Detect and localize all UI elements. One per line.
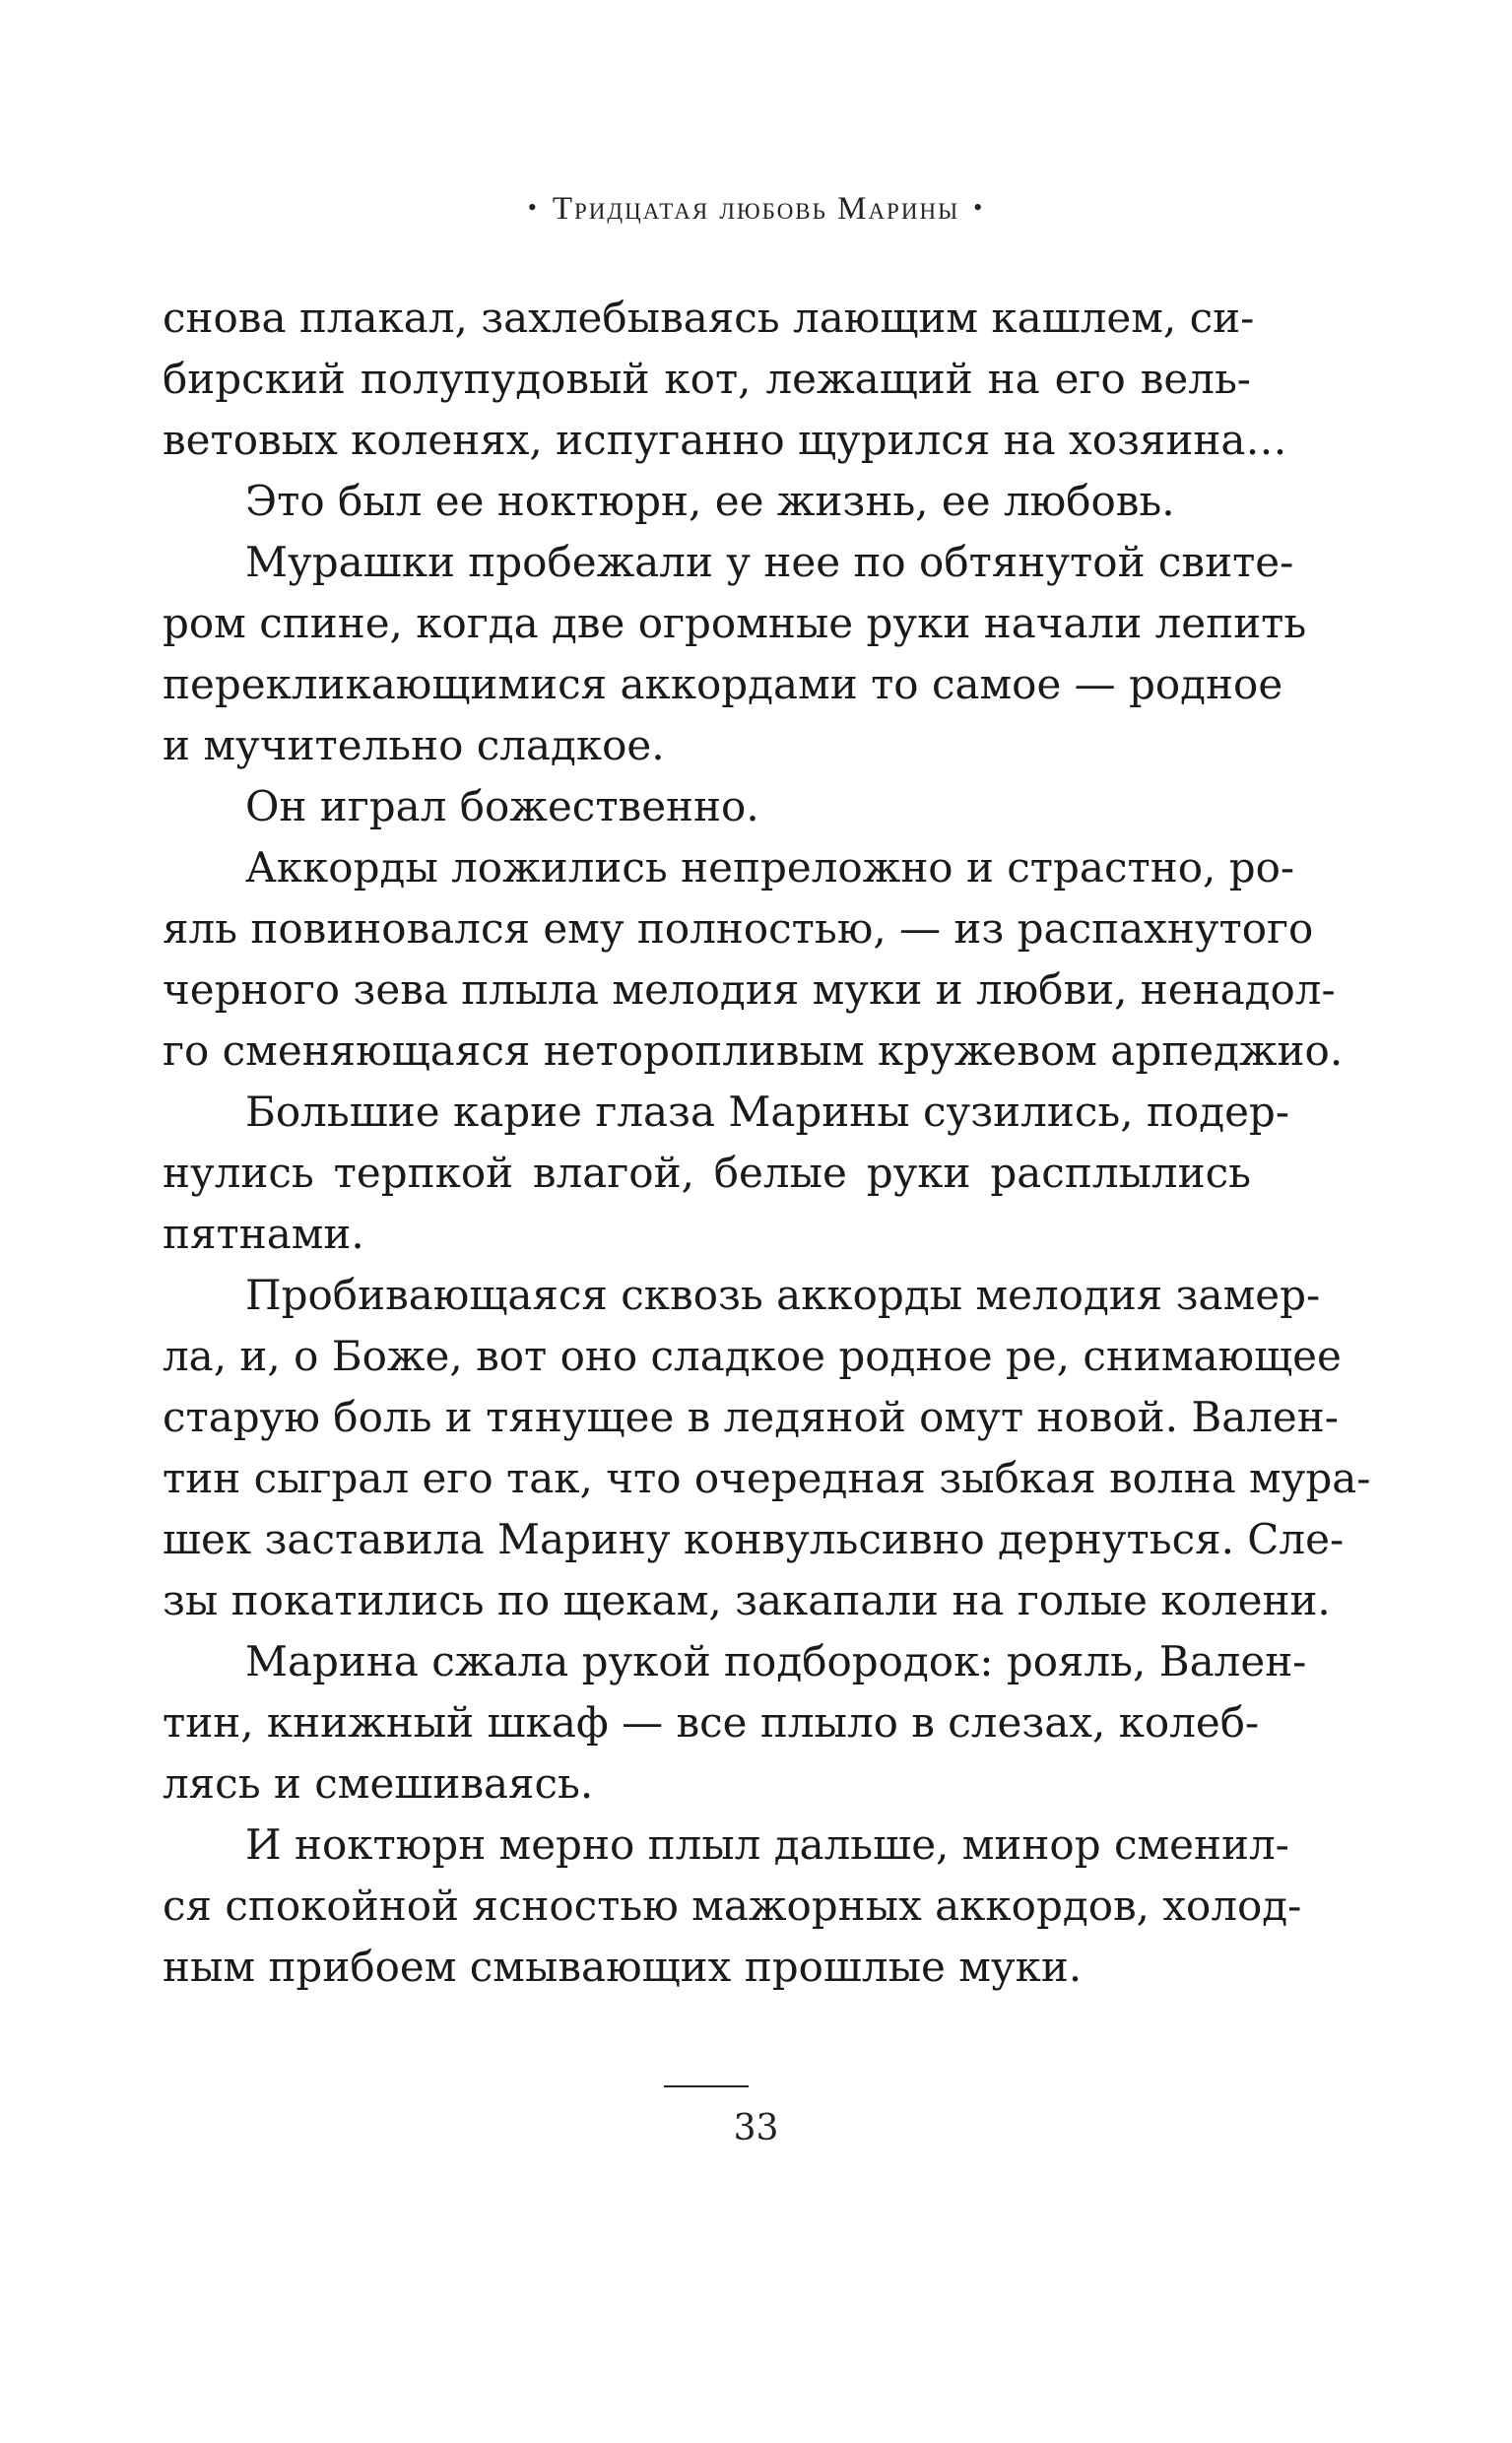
text-line: старую боль и тянущее в ледяной омут новой. Вален- [163, 1393, 1339, 1441]
body-text [163, 288, 1371, 1998]
text-line: И ноктюрн мерно плыл дальше, минор сменил- [245, 1820, 1289, 1869]
text-line: лясь и смешиваясь. [163, 1759, 594, 1808]
folio-rule [664, 2085, 749, 2087]
text-line: ла, и, о Боже, вот оно сладкое родное ре, снимающее [163, 1332, 1342, 1380]
text-line: Мурашки пробежали у нее по обтянутой свите- [245, 538, 1294, 586]
text-line: Пробивающаяся сквозь аккорды мелодия замер- [245, 1271, 1321, 1319]
text-line: шек заставила Марину конвульсивно дернуться. Сле- [163, 1515, 1345, 1563]
header-bullet-right: • [973, 193, 985, 222]
text-line: ром спине, когда две огромные руки начали лепить [163, 599, 1307, 647]
text-line: го сменяющаяся неторопливым кружевом арпеджио. [163, 1026, 1344, 1075]
text-line: ся спокойной ясностью мажорных аккордов, холод- [163, 1882, 1302, 1930]
text-line: черного зева плыла мелодия муки и любви, ненадол- [163, 965, 1336, 1014]
page-number: 33 [733, 2108, 779, 2148]
text-line: яль повиновался ему полностью, — из распахнутого [163, 904, 1314, 953]
text-line: нулись терпкой влагой, белые руки расплылись [163, 1149, 1251, 1197]
text-line: Большие карие глаза Марины сузились, подер- [245, 1088, 1290, 1136]
text-line: Аккорды ложились непреложно и страстно, ро- [245, 843, 1295, 891]
text-line: бирский полупудовый кот, лежащий на его вель- [163, 355, 1251, 403]
text-line: снова плакал, захлебываясь лающим кашлем, си- [163, 294, 1255, 342]
text-line: и мучительно сладкое. [163, 721, 665, 769]
running-head [0, 191, 1512, 228]
text-line: Это был ее ноктюрн, ее жизнь, ее любовь. [245, 477, 1175, 525]
text-line: Он играл божественно. [245, 782, 759, 830]
text-line: перекликающимися аккордами то самое — родное [163, 660, 1283, 708]
text-line: Марина сжала рукой подбородок: рояль, Вален- [245, 1637, 1307, 1685]
text-line: ным прибоем смывающих прошлые муки. [163, 1943, 1083, 1991]
text-line: тин, книжный шкаф — все плыло в слезах, колеб- [163, 1698, 1260, 1747]
text-line: зы покатились по щекам, закапали на голые колени. [163, 1576, 1331, 1624]
text-line: тин сыграл его так, что очередная зыбкая волна мура- [163, 1454, 1371, 1502]
header-bullet-left: • [527, 193, 539, 222]
text-line: ветовых коленях, испуганно щурился на хозяина… [163, 416, 1287, 464]
text-line: пятнами. [163, 1210, 364, 1258]
book-title: Тридцатая любовь Марины [552, 191, 960, 227]
